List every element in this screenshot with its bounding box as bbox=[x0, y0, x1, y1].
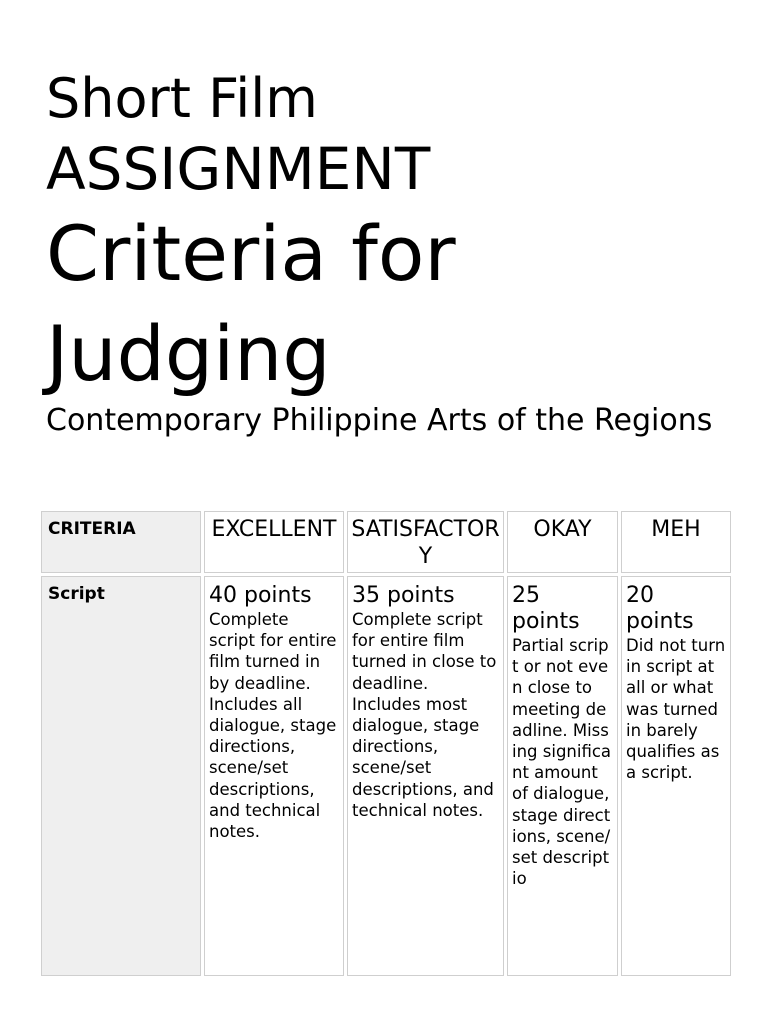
criterion-cell bbox=[41, 576, 201, 976]
level-header-satisfactory bbox=[347, 511, 504, 573]
points-label: 25 points bbox=[512, 583, 580, 634]
level-label: EXCELLENT bbox=[211, 517, 337, 542]
criterion-label: Script bbox=[48, 584, 105, 604]
score-cell-meh bbox=[621, 576, 731, 976]
table-row bbox=[41, 576, 731, 976]
rubric-header-row bbox=[41, 511, 731, 573]
score-cell-satisfactory bbox=[347, 576, 504, 976]
title-line-4: Judging bbox=[46, 309, 331, 398]
score-description: Complete script for entire film turned in by deadline. Includes all dialogue, stage directions, scene/set descriptions, and technical notes. bbox=[209, 610, 337, 842]
level-header-excellent bbox=[204, 511, 344, 573]
score-cell-excellent bbox=[204, 576, 344, 976]
points-label: 20 points bbox=[626, 583, 694, 634]
level-header-meh bbox=[621, 511, 731, 573]
score-cell-okay bbox=[507, 576, 618, 976]
level-label: OKAY bbox=[533, 517, 592, 542]
criteria-header-cell bbox=[41, 511, 201, 573]
title-line-3: Criteria for bbox=[46, 209, 456, 298]
score-description: Did not turn in script at all or what was turned in barely qualifies as a script. bbox=[626, 636, 726, 783]
score-description: Complete script for entire film turned in close to deadline. Includes most dialogue, stage directions, scene/set descriptions, and technical notes. bbox=[352, 610, 497, 820]
level-label: SATISFACTORY bbox=[351, 517, 500, 569]
points-label: 35 points bbox=[352, 583, 455, 608]
rubric-table bbox=[38, 508, 734, 979]
subtitle: Contemporary Philippine Arts of the Regions bbox=[46, 403, 713, 438]
score-description: Partial script or not even close to meeting deadline. Missing significant amount of dialogue, stage directions, scene/set descriptio bbox=[512, 636, 612, 889]
title-line-2: ASSIGNMENT bbox=[46, 135, 431, 203]
title-line-1: Short Film bbox=[46, 67, 318, 130]
points-label: 40 points bbox=[209, 583, 312, 608]
level-header-okay bbox=[507, 511, 618, 573]
criteria-header-label: CRITERIA bbox=[48, 519, 136, 539]
level-label: MEH bbox=[651, 517, 701, 542]
